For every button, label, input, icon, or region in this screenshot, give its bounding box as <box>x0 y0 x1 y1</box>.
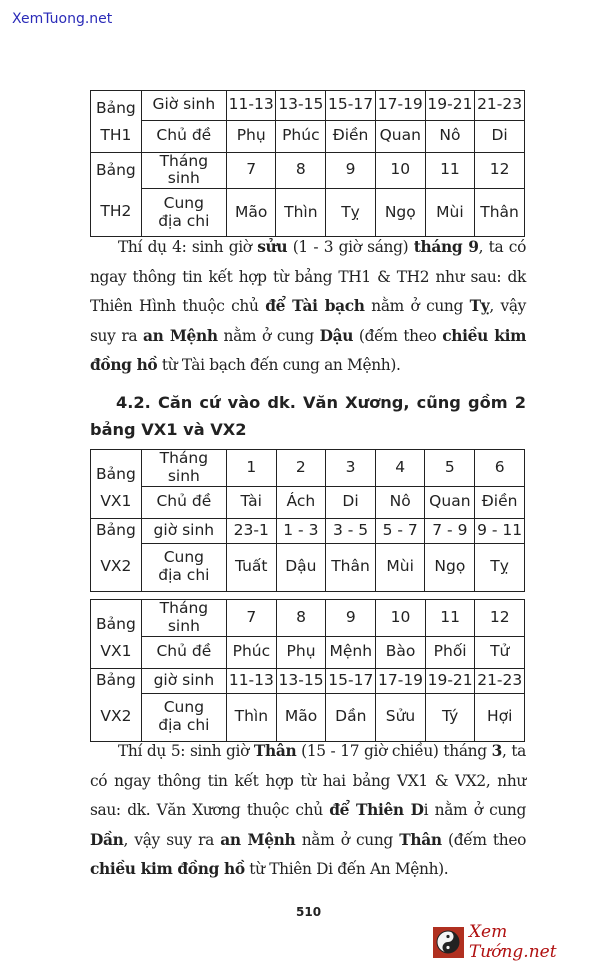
table-row <box>91 600 525 637</box>
table-group-label: Bảng <box>91 668 142 693</box>
row-header: giờ sinh <box>141 518 226 543</box>
table-cell: Tý <box>425 693 475 741</box>
table-cell: 8 <box>276 152 326 189</box>
table-cell: Mão <box>226 189 276 237</box>
table-cell: Tỵ <box>326 189 376 237</box>
text-run: (đếm theo <box>441 830 527 849</box>
watermark-site-name: XemTuong.net <box>12 11 113 27</box>
table-cell: Mệnh <box>326 636 376 668</box>
table-cell: 4 <box>375 450 425 487</box>
text-run: , vậy suy ra <box>90 297 526 345</box>
table-cell: 11-13 <box>226 668 276 693</box>
table-cell: Phụ <box>226 120 276 152</box>
row-header: Cung địa chi <box>141 693 226 741</box>
table-cell: Quan <box>375 120 425 152</box>
table-group-label: Bảng <box>91 600 142 637</box>
table-cell: 7 <box>226 600 276 637</box>
table-group-label: VX2 <box>91 543 142 591</box>
table-cell: Mão <box>276 693 326 741</box>
table-cell: Ách <box>276 486 326 518</box>
table-cell: 8 <box>276 600 326 637</box>
table-group-label: Bảng <box>91 518 142 543</box>
table-cell: Sửu <box>376 693 426 741</box>
table-cell: Thìn <box>226 693 276 741</box>
bold-text: an Mệnh <box>143 326 218 345</box>
table-cell: 21-23 <box>475 91 525 121</box>
table-cell: 9 <box>326 600 376 637</box>
table-cell: Phối <box>425 636 475 668</box>
table-group-label: VX2 <box>91 693 142 741</box>
table-cell: 11 <box>425 152 474 189</box>
table-cell: Thân <box>475 189 525 237</box>
table-vx-months-1-6 <box>90 449 525 592</box>
table-cell: 17-19 <box>376 668 426 693</box>
site-logo[interactable] <box>433 922 600 962</box>
text-run: nằm ở cung <box>295 830 400 849</box>
text-run: (15 - 17 giờ chiều) tháng <box>296 742 492 760</box>
table-row <box>91 189 525 237</box>
text-run: Thí dụ 4: sinh giờ <box>118 238 258 256</box>
table-cell: 13-15 <box>276 668 326 693</box>
table-cell: Phúc <box>226 636 276 668</box>
table-cell: Hợi <box>475 693 525 741</box>
table-row <box>91 486 525 518</box>
table-cell: Nô <box>375 486 425 518</box>
table-cell: 11 <box>425 600 475 637</box>
text-run: Thí dụ 5: sinh giờ <box>118 742 254 760</box>
table-th <box>90 90 525 237</box>
table-cell: 11-13 <box>226 91 276 121</box>
table-cell: 12 <box>475 152 525 189</box>
table-cell: 21-23 <box>475 668 525 693</box>
row-header: Giờ sinh <box>141 91 226 121</box>
table-cell: 1 <box>226 450 276 487</box>
table-cell: 23-1 <box>226 518 276 543</box>
logo-text: Xem Tướng.net <box>468 922 557 962</box>
table-cell: Di <box>326 486 376 518</box>
table-row <box>91 518 525 543</box>
table-cell: 3 <box>326 450 376 487</box>
row-header: Tháng sinh <box>141 600 226 637</box>
table-row <box>91 543 525 591</box>
text-run: , ta có ngay thông tin kết hợp từ bảng TH1 & TH2 như sau: dk Thiên Hình thuộc chủ <box>90 238 526 315</box>
table-cell: Nô <box>425 120 474 152</box>
table-group-label: TH2 <box>91 189 142 237</box>
table-group-label: VX1 <box>91 486 142 518</box>
bold-text: để Thiên D <box>329 801 424 819</box>
bold-text: Thân <box>399 830 442 849</box>
bold-text: Dần <box>90 830 124 849</box>
table-cell: Thìn <box>276 189 326 237</box>
table-group-label: VX1 <box>91 636 142 668</box>
yin-yang-icon <box>433 927 464 958</box>
table-group-label: Bảng <box>91 450 142 487</box>
table-row <box>91 636 525 668</box>
bold-text: chiều kim đồng hồ <box>90 860 245 878</box>
bold-text: an Mệnh <box>220 830 296 849</box>
row-header: Tháng sinh <box>141 152 226 189</box>
example-4-paragraph <box>90 233 526 381</box>
table-cell: Tài <box>226 486 276 518</box>
table-cell: 13-15 <box>276 91 326 121</box>
table-cell: Tử <box>475 636 525 668</box>
bold-text: để Tài bạch <box>265 297 365 315</box>
table-cell: 9 <box>326 152 376 189</box>
table-cell: Ngọ <box>425 543 475 591</box>
row-header: Cung địa chi <box>141 543 226 591</box>
table-cell: 5 <box>425 450 475 487</box>
bold-text: Dậu <box>319 326 354 345</box>
row-header: giờ sinh <box>141 668 226 693</box>
table-row <box>91 693 525 741</box>
bold-text: sửu <box>257 238 288 256</box>
table-cell: Phụ <box>276 636 326 668</box>
row-header: Tháng sinh <box>141 450 226 487</box>
example-5-paragraph <box>90 737 526 885</box>
table-cell: 6 <box>475 450 525 487</box>
table-cell: 7 <box>226 152 276 189</box>
table-row <box>91 450 525 487</box>
table-group-label: TH1 <box>91 120 142 152</box>
row-header: Chủ đề <box>141 486 226 518</box>
table-cell: Điền <box>326 120 376 152</box>
table-cell: Quan <box>425 486 475 518</box>
table-group-label: Bảng <box>91 152 142 189</box>
page-number: 510 <box>296 905 322 919</box>
table-cell: Dậu <box>276 543 326 591</box>
table-cell: 15-17 <box>326 91 376 121</box>
table-row <box>91 668 525 693</box>
table-cell: Tuất <box>226 543 276 591</box>
table-row <box>91 120 525 152</box>
table-cell: 5 - 7 <box>375 518 425 543</box>
table-cell: 19-21 <box>425 91 474 121</box>
table-cell: Mùi <box>425 189 474 237</box>
table-cell: 10 <box>375 152 425 189</box>
text-run: (đếm theo <box>353 326 443 345</box>
section-heading-text: 4.2. Căn cứ vào dk. Văn Xương, cũng gồm 2 bảng VX1 và VX2 <box>90 393 526 439</box>
table-cell: Mùi <box>375 543 425 591</box>
table-cell: 12 <box>475 600 525 637</box>
table-cell: 3 - 5 <box>326 518 376 543</box>
text-run: i nằm ở cung <box>423 801 526 819</box>
text-run: từ Thiên Di đến An Mệnh). <box>244 860 449 878</box>
text-run: từ Tài bạch đến cung an Mệnh). <box>157 356 401 374</box>
table-cell: 15-17 <box>326 668 376 693</box>
table-cell: Di <box>475 120 525 152</box>
text-run: (1 - 3 giờ sáng) <box>287 238 414 256</box>
table-cell: Ngọ <box>375 189 425 237</box>
bold-text: 3 <box>491 742 502 760</box>
row-header: Chủ đề <box>141 120 226 152</box>
table-cell: Bào <box>376 636 426 668</box>
text-run: , vậy suy ra <box>123 830 221 849</box>
bold-text: Thân <box>253 742 297 760</box>
table-cell: Phúc <box>276 120 326 152</box>
bold-text: tháng 9 <box>413 238 479 256</box>
row-header: Cung địa chi <box>141 189 226 237</box>
bold-text: chiều kim đồng hồ <box>90 326 527 374</box>
section-heading <box>90 389 526 443</box>
table-cell: Điền <box>475 486 525 518</box>
table-cell: Thân <box>326 543 376 591</box>
table-cell: 2 <box>276 450 326 487</box>
table-cell: 1 - 3 <box>276 518 326 543</box>
table-vx-months-7-12 <box>90 599 525 742</box>
table-cell: Tỵ <box>475 543 525 591</box>
bold-text: Tỵ <box>469 297 490 315</box>
text-run: nằm ở cung <box>217 326 320 345</box>
table-row <box>91 91 525 121</box>
table-cell: 17-19 <box>375 91 425 121</box>
table-cell: 10 <box>376 600 426 637</box>
table-cell: 7 - 9 <box>425 518 475 543</box>
table-group-label: Bảng <box>91 91 142 121</box>
table-cell: Dần <box>326 693 376 741</box>
text-run: nằm ở cung <box>364 297 470 315</box>
row-header: Chủ đề <box>141 636 226 668</box>
table-cell: 19-21 <box>425 668 475 693</box>
table-cell: 9 - 11 <box>475 518 525 543</box>
text-run: , ta có ngay thông tin kết hợp từ hai bảng VX1 & VX2, như sau: dk. Văn Xương thuộc chủ <box>90 742 526 819</box>
table-row <box>91 152 525 189</box>
